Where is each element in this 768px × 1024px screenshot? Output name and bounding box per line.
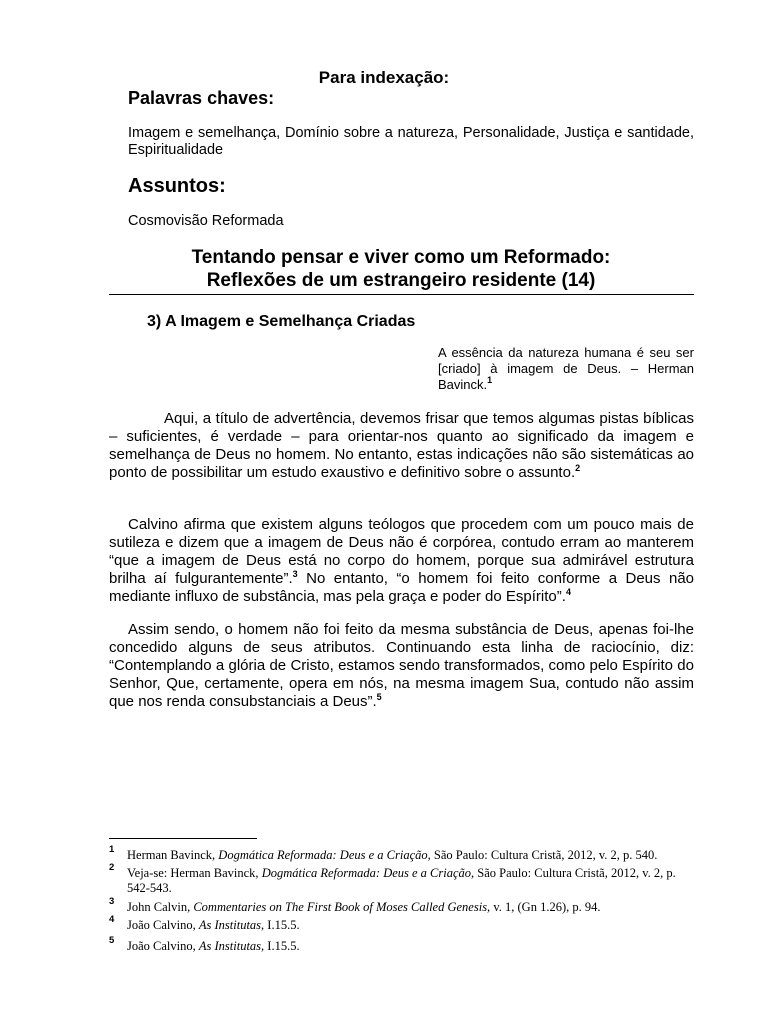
footnote-text: Veja-se: Herman Bavinck,: [127, 866, 262, 880]
footnote-number: 3: [109, 896, 115, 907]
paragraph-3-text: Assim sendo, o homem não foi feito da mesma substância de Deus, apenas foi-lhe concedido alguns de seus atributos. Continuando esta linha de raciocínio, diz: “Contemplando a glória de Cristo, estamos sendo transformados, como pelo Espírito do Senhor, Que, certamente, opera em nós, na mesma imagem Sua, contudo não assim que nos renda consubstanciais a Deus”.: [109, 621, 694, 710]
footnote-1: [109, 844, 694, 863]
paragraph-2-text-a: Calvino afirma que existem alguns teólogos que procedem com um pouco mais de sutileza e dizem que a imagem de Deus não é corpórea, contudo erram ao manterem “que a imagem de Deus está no corpo do homem, porque sua admirável estrutura brilha aí fulgurantemente”.: [109, 516, 694, 587]
footnote-work-title: As Institutas,: [198, 939, 265, 953]
article-title: [0, 246, 768, 292]
footnote-ref-5[interactable]: 5: [376, 692, 382, 702]
paragraph-1-text: Aqui, a título de advertência, devemos frisar que temos algumas pistas bíblicas – suficientes, é verdade – para orientar-nos quanto ao significado da imagem e semelhança de Deus no homem. No entanto, estas indicações não são sistemáticas ao ponto de possibilitar um estudo exaustivo e definitivo sobre o assunto.: [109, 410, 694, 481]
subjects-heading: Assuntos:: [128, 175, 226, 197]
keywords-heading: Palavras chaves:: [128, 88, 275, 108]
paragraph-2-text-b: No entanto, “o homem foi feito conforme a Deus não mediante influxo de substância, mas pela graça e poder do Espírito”.: [109, 570, 694, 605]
footnote-ref-4[interactable]: 4: [565, 587, 571, 597]
section-title: 3) A Imagem e Semelhança Criadas: [147, 313, 416, 330]
footnote-text: São Paulo: Cultura Cristã, 2012, v. 2, p. 542-543.: [127, 866, 676, 895]
footnote-3: [109, 896, 694, 915]
paragraph-1: [109, 410, 694, 482]
indexing-title: Para indexação:: [318, 68, 450, 87]
footnote-number: 1: [109, 844, 115, 855]
keywords-text: Imagem e semelhança, Domínio sobre a natureza, Personalidade, Justiça e santidade, Espiritualidade: [128, 125, 694, 158]
footnote-number: 4: [109, 914, 115, 925]
footnote-ref-2[interactable]: 2: [575, 463, 581, 473]
footnote-text: I.15.5.: [264, 939, 300, 953]
subjects-text: Cosmovisão Reformada: [128, 213, 284, 229]
footnote-ref-3[interactable]: 3: [292, 569, 298, 579]
footnote-work-title: Commentaries on The First Book of Moses Called Genesis,: [193, 900, 491, 914]
footnote-number: 2: [109, 862, 115, 873]
footnote-text: São Paulo: Cultura Cristã, 2012, v. 2, p. 540.: [430, 848, 658, 862]
title-divider: [109, 294, 694, 295]
footnote-work-title: Dogmática Reformada: Deus e a Criação,: [261, 866, 475, 880]
footnote-text: v. 1, (Gn 1.26), p. 94.: [490, 900, 601, 914]
footnote-work-title: Dogmática Reformada: Deus e a Criação,: [218, 848, 431, 862]
footnote-text: John Calvin,: [127, 900, 194, 914]
epigraph-text: A essência da natureza humana é seu ser [criado] à imagem de Deus. – Herman Bavinck.: [438, 345, 694, 392]
footnote-2: [109, 862, 694, 896]
footnote-text: I.15.5.: [264, 918, 300, 932]
footnote-ref-1[interactable]: 1: [487, 375, 493, 385]
footnote-5: [109, 935, 694, 954]
footnote-4: [109, 914, 694, 933]
footnote-work-title: As Institutas,: [198, 918, 265, 932]
footnote-number: 5: [109, 935, 115, 946]
paragraph-3: [109, 621, 694, 711]
footnote-separator: [109, 838, 257, 839]
epigraph: [438, 345, 694, 393]
footnote-text: João Calvino,: [127, 918, 199, 932]
footnote-text: Herman Bavinck,: [127, 848, 219, 862]
article-title-line-2: Reflexões de um estrangeiro residente (14): [206, 270, 596, 291]
article-title-line-1: Tentando pensar e viver como um Reformado:: [191, 247, 611, 268]
footnote-text: João Calvino,: [127, 939, 199, 953]
paragraph-2: [109, 516, 694, 606]
